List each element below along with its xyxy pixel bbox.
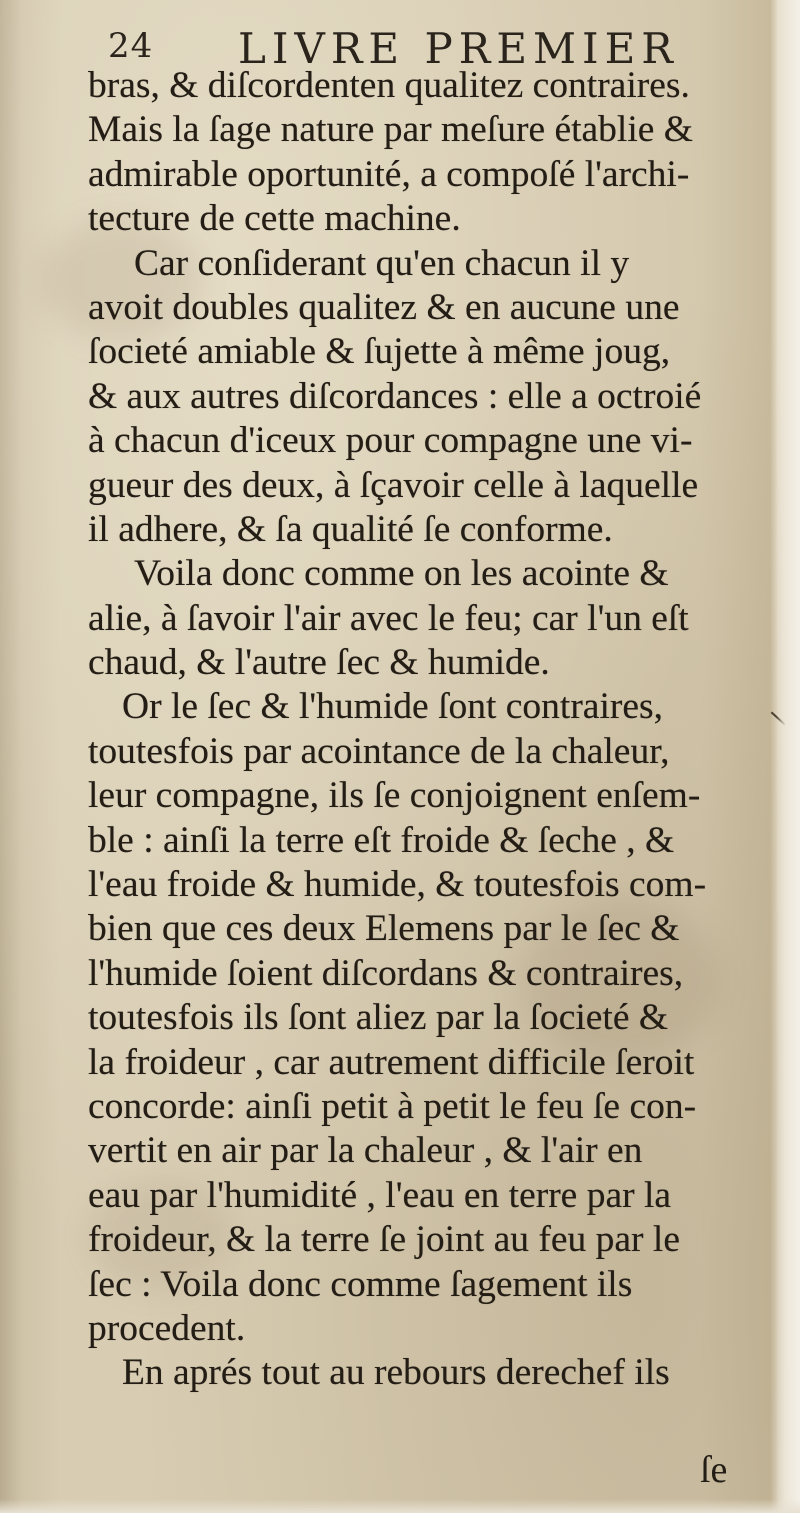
text-line: Car conſiderant qu'en chacun il y [134, 242, 630, 284]
page-number: 24 [108, 26, 154, 66]
text-line: alie, à ſavoir l'air avec le feu; car l'un eſt [88, 597, 689, 639]
text-line: avoit doubles qualitez & en aucune une [88, 286, 680, 328]
text-line: froideur, & la terre ſe joint au feu par le [88, 1219, 680, 1261]
text-line: bras, & diſcordenten qualitez contraires. [88, 65, 690, 106]
text-line: tecture de cette machine. [88, 198, 461, 240]
page-edge [776, 0, 800, 1513]
text-line: leur compagne, ils ſe conjoignent enſem- [88, 775, 701, 817]
text-line: il adhere, & ſa qualité ſe conforme. [88, 508, 613, 550]
text-line: concorde: ainſi petit à petit le feu ſe con- [88, 1085, 697, 1127]
text-line: Voila donc comme on les acointe & [134, 553, 669, 595]
text-line: eau par l'humidité , l'eau en terre par la [88, 1174, 672, 1216]
catchword: ſe [700, 1449, 728, 1491]
text-line: chaud, & l'autre ſec & humide. [88, 642, 550, 684]
text-line: toutesfois ils ſont aliez par la ſocieté & [88, 997, 669, 1039]
text-line: l'eau froide & humide, & toutesfois com- [88, 864, 707, 906]
page-bottom-edge [0, 1499, 800, 1513]
text-line: à chacun d'iceux pour compagne une vi- [88, 420, 693, 462]
text-line: bien que ces deux Elemens par le ſec & [88, 908, 680, 950]
running-head: LIVRE PREMIER [238, 24, 679, 73]
text-line: vertit en air par la chaleur , & l'air en [88, 1130, 643, 1172]
text-line: procedent. [88, 1307, 246, 1349]
text-line: toutesfois par acointance de la chaleur, [88, 730, 670, 772]
body-text [88, 64, 778, 1396]
text-line: l'humide ſoient diſcordans & contraires, [88, 952, 684, 994]
text-line: ble : ainſi la terre eſt froide & ſeche , & [88, 819, 675, 861]
text-line: & aux autres diſcordances : elle a octroié [88, 375, 702, 417]
text-line: Or le ſec & l'humide ſont contraires, [122, 686, 663, 728]
text-line: la froideur , car autrement difficile ſeroit [88, 1041, 695, 1083]
text-line: ſec : Voila donc comme ſagement ils [88, 1263, 633, 1305]
text-line: ſocieté amiable & ſujette à même joug, [88, 331, 671, 373]
text-line: gueur des deux, à ſçavoir celle à laquelle [88, 464, 699, 506]
text-line: Mais la ſage nature par meſure établie & [88, 109, 693, 151]
text-line: admirable oportunité, a compoſé l'archi- [88, 153, 690, 195]
text-line: En aprés tout au rebours derechef ils [122, 1352, 670, 1394]
